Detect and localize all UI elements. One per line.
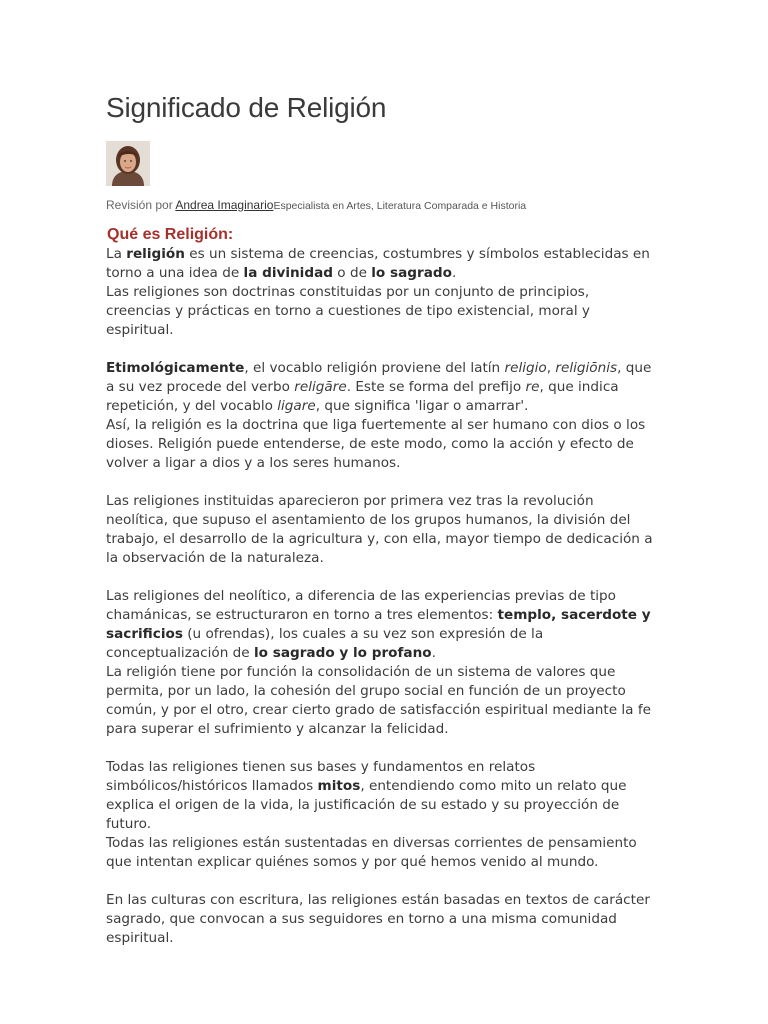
text: , que significa 'ligar o amarrar'. bbox=[315, 398, 529, 414]
text: , el vocablo religión proviene del latín bbox=[244, 360, 505, 376]
bold-term: Etimológicamente bbox=[106, 360, 245, 376]
bold-term: la divinidad bbox=[243, 265, 333, 281]
paragraph-function: La religión tiene por función la consolidación de un sistema de valores que permita, por un lado, la cohesión del grupo social en función de un proyecto común, y por el otro, crear cierto grado de satisfacción espiritual mediante la fe para superar el sufrimiento y alcanzar la felicidad. bbox=[106, 664, 651, 737]
bold-term: templo, sacerdote y sacrificios bbox=[106, 607, 651, 642]
paragraph-doctrines: Las religiones son doctrinas constituidas por un conjunto de principios, creencias y prácticas en torno a cuestiones de tipo existencial, moral y espiritual. bbox=[106, 284, 590, 338]
text: . Este se forma del prefijo bbox=[346, 379, 526, 395]
paragraph-writing: En las culturas con escritura, las religiones están basadas en textos de carácter sagrado, que convocan a sus seguidores en torno a una misma comunidad espiritual. bbox=[106, 892, 650, 946]
text: o de bbox=[332, 265, 372, 281]
article-byline bbox=[106, 198, 526, 212]
text: es un sistema de creencias, costumbres y símbolos establecidas en torno a una idea de bbox=[106, 246, 650, 281]
author-link[interactable]: Andrea Imaginario bbox=[175, 198, 274, 212]
page-title: Significado de Religión bbox=[106, 92, 387, 123]
section-heading: Qué es Religión: bbox=[107, 226, 234, 243]
bold-term: lo sagrado y lo profano bbox=[254, 645, 432, 661]
text: , que indica repetición, y del vocablo bbox=[106, 379, 619, 414]
italic-term: religiōnis bbox=[555, 360, 618, 376]
text: La bbox=[106, 246, 127, 262]
text: . bbox=[431, 645, 436, 661]
italic-term: religāre bbox=[294, 379, 347, 395]
text: (u ofrendas), los cuales a su vez son expresión de la conceptualización de bbox=[106, 626, 544, 661]
italic-term: re bbox=[525, 379, 540, 395]
bold-term: religión bbox=[126, 246, 185, 262]
bold-term: lo sagrado bbox=[371, 265, 452, 281]
paragraph-elements bbox=[106, 587, 658, 663]
text: Las religiones del neolítico, a diferencia de las experiencias previas de tipo chamánicas, se estructuraron en torno a tres elementos: bbox=[106, 588, 616, 623]
author-avatar bbox=[106, 141, 150, 186]
author-photo bbox=[106, 141, 150, 186]
paragraph-thought: Todas las religiones están sustentadas en diversas corrientes de pensamiento que intentan explicar quiénes somos y por qué hemos venido al mundo. bbox=[106, 835, 637, 870]
paragraph-doctrine-link: Así, la religión es la doctrina que liga fuertemente al ser humano con dios o los dioses. Religión puede entenderse, de este modo, como la acción y efecto de volver a ligar a dios y a los seres humanos. bbox=[106, 417, 646, 471]
text: . bbox=[451, 265, 457, 281]
paragraph-myths bbox=[106, 758, 658, 834]
paragraph-neolithic: Las religiones instituidas aparecieron por primera vez tras la revolución neolítica, que supuso el asentamiento de los grupos humanos, la división del trabajo, el desarrollo de la agricultura y, con ella, mayor tiempo de dedicación a la observación de la naturaleza. bbox=[106, 493, 653, 566]
paragraph-definition bbox=[106, 245, 658, 283]
text: , bbox=[546, 360, 556, 376]
text: Todas las religiones tienen sus bases y fundamentos en relatos simbólicos/históricos llamados bbox=[106, 759, 536, 794]
italic-term: religio bbox=[504, 360, 547, 376]
italic-term: ligare bbox=[277, 398, 316, 414]
text: , que a su vez procede del verbo bbox=[106, 360, 652, 395]
text: , entendiendo como mito un relato que explica el origen de la vida, la justificación de su estado y su proyección de futuro. bbox=[106, 778, 627, 832]
author-credentials: Especialista en Artes, Literatura Comparada e Historia bbox=[273, 200, 527, 212]
paragraph-etymology bbox=[106, 359, 658, 416]
byline-prefix: Revisión por bbox=[106, 198, 176, 212]
article-body bbox=[106, 225, 658, 967]
bold-term: mitos bbox=[317, 778, 361, 794]
